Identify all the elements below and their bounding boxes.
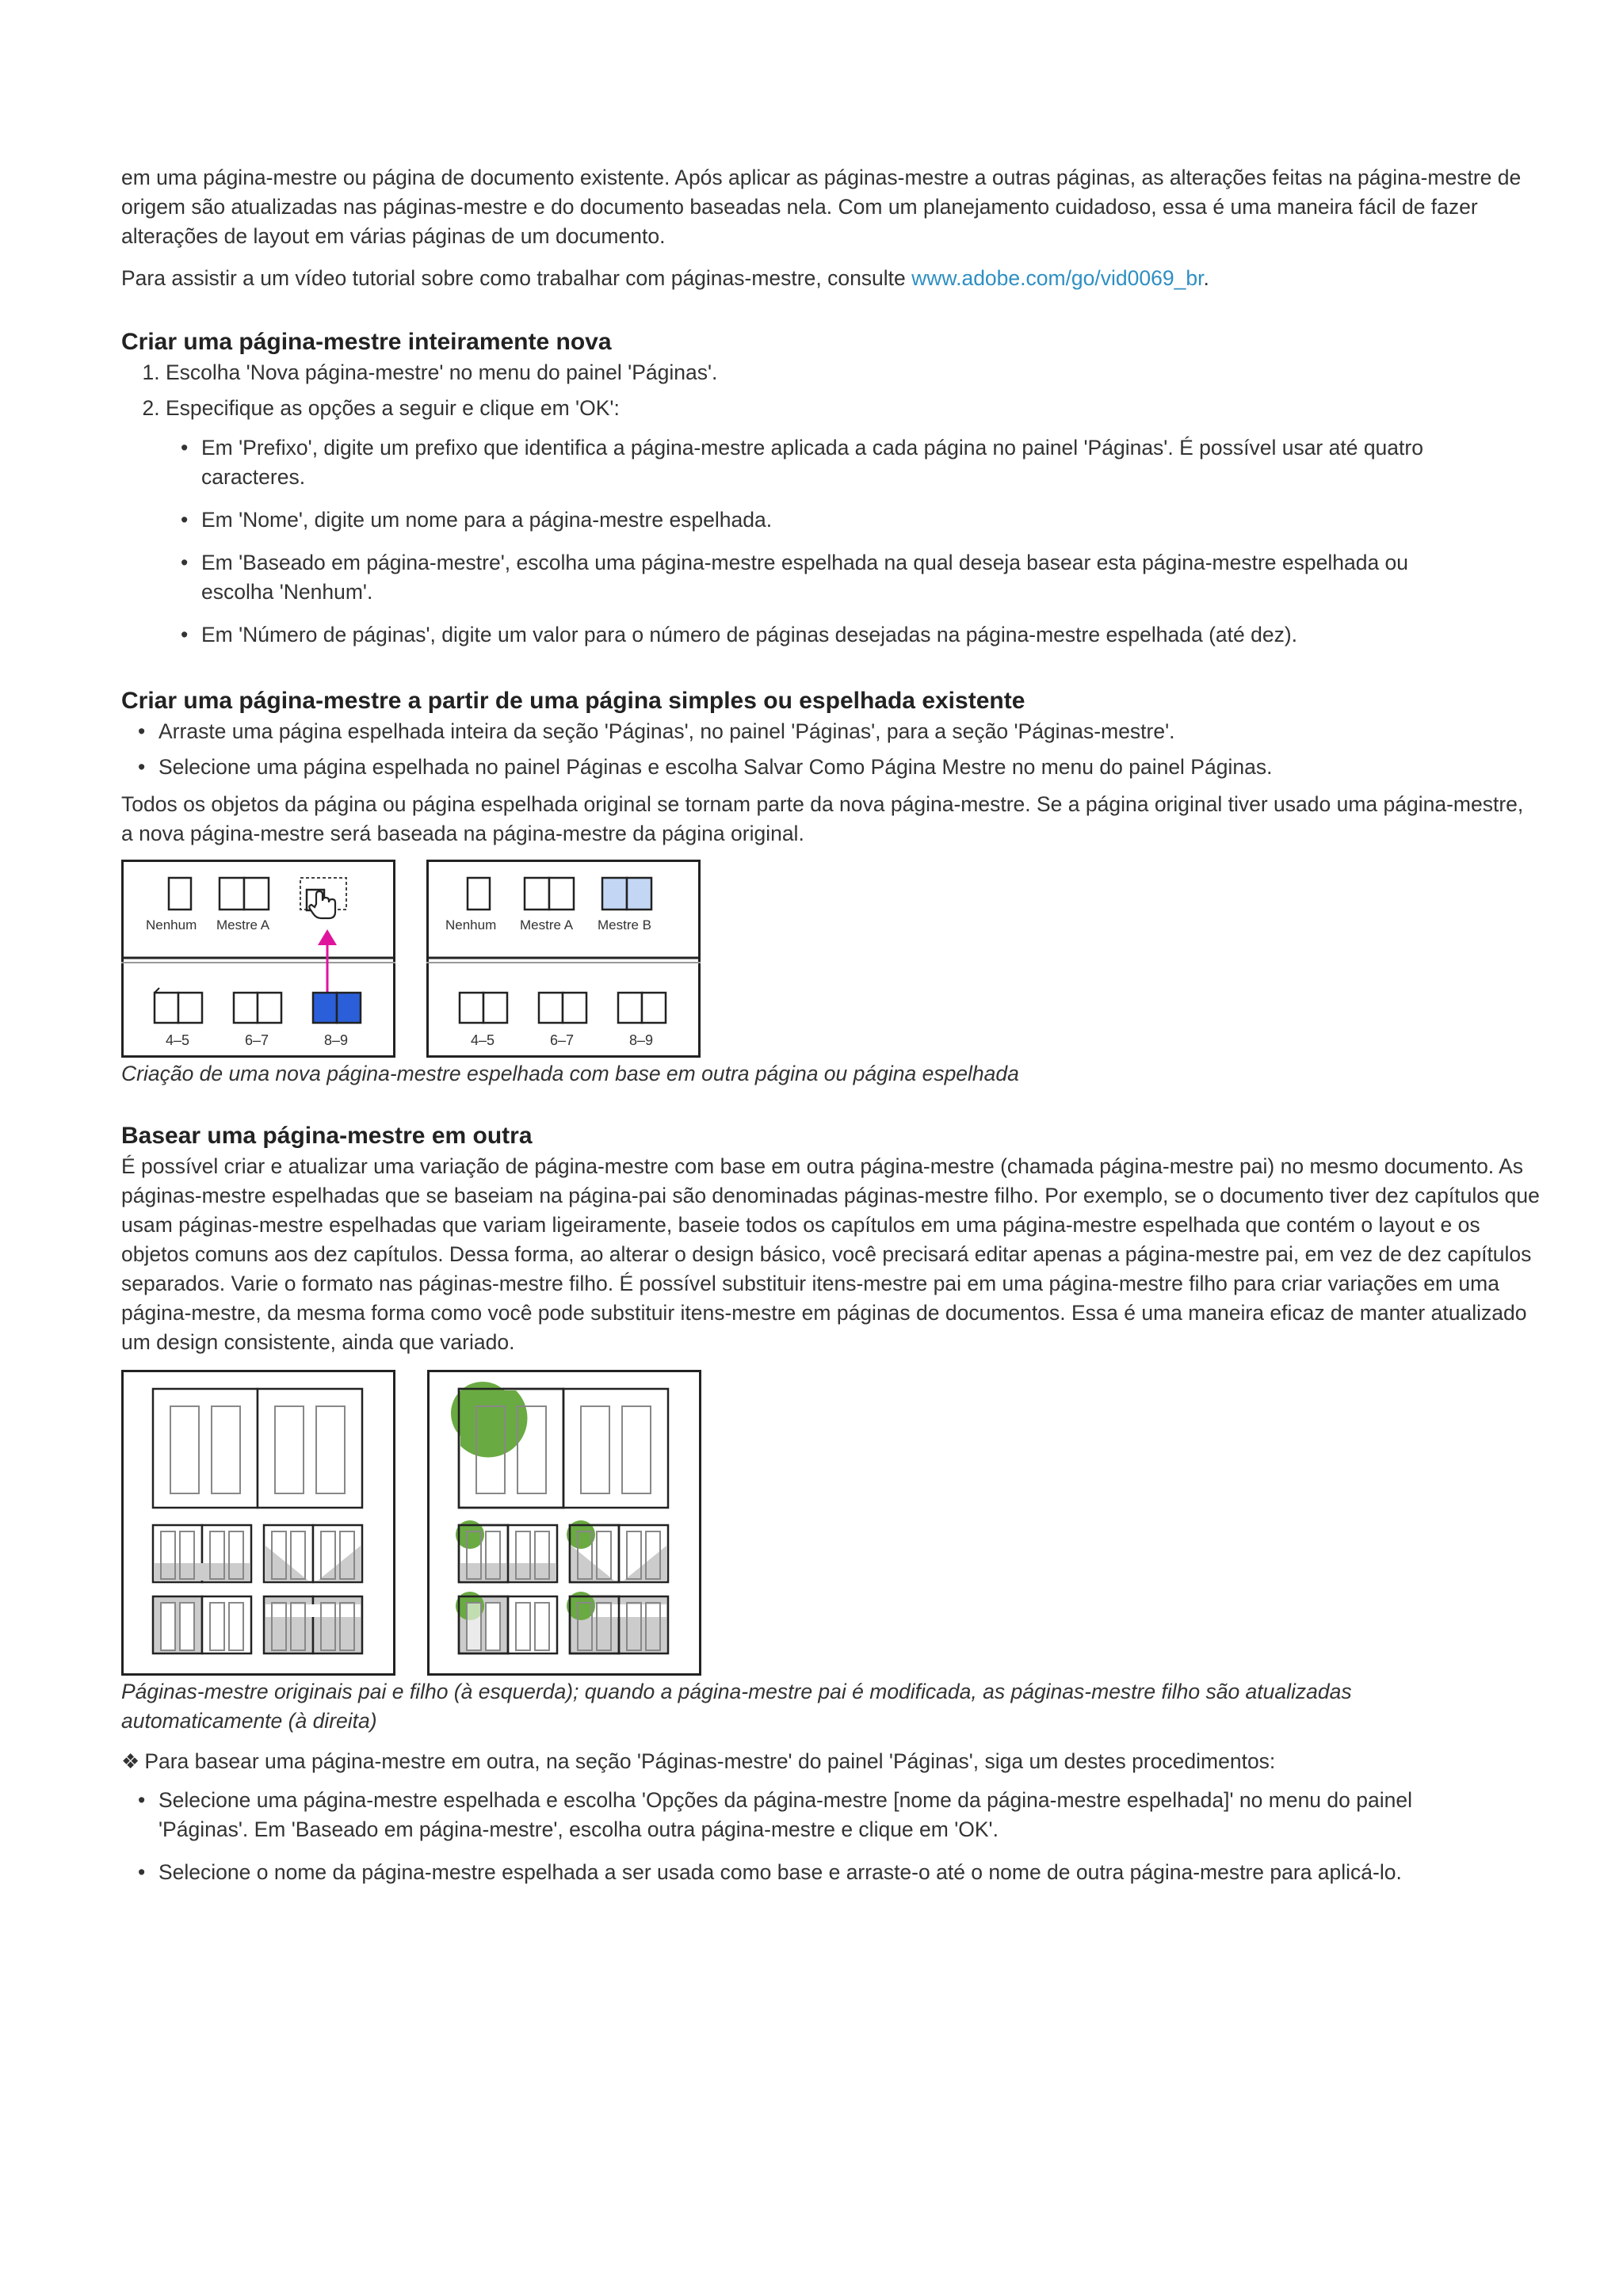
child-master-3: [456, 1592, 557, 1653]
child-master-1: [153, 1525, 251, 1582]
procedure-intro: [121, 1747, 1540, 1776]
master-a-right-thumb[interactable]: [549, 878, 574, 910]
parent-child-paragraph: É possível criar e atualizar uma variação de página-mestre com base em outra página-mestre (chamada página-mestre pai) no mesmo documento. As páginas-mestre espelhadas que se baseiam na página-pai são denominadas páginas-mestre filho. Por exemplo, se o documento tiver dez capítulos que usam páginas-mestre espelhadas que variam ligeiramente, baseie todos os capítulos em uma página-mestre espelhada que contém o layout e os objetos comuns aos dez capítulos. Dessa forma, ao alterar o design básico, você precisará editar apenas a página-mestre pai, em vez de dez capítulos separados. Varie o formato nas páginas-mestre filho. É possível substituir itens-mestre pai em uma página-mestre filho para criar variações em uma página-mestre, da mesma forma como você pode substituir itens-mestre em páginas de documentos. Essa é uma maneira eficaz de manter atualizado um design consistente, ainda que variado.: [121, 1154, 1540, 1354]
child-master-4: [264, 1596, 362, 1653]
master-b-right-thumb[interactable]: [627, 878, 651, 910]
parent-master-right: [258, 1389, 362, 1508]
figure-new-master-from-spread: [121, 860, 1540, 1058]
page-spread-4-5[interactable]: [460, 993, 507, 1023]
child-master-1: [456, 1520, 557, 1582]
master-none-thumb[interactable]: [169, 878, 191, 910]
master-label-b: Mestre B: [598, 917, 652, 933]
video-tutorial-link[interactable]: www.adobe.com/go/vid0069_br: [911, 266, 1204, 290]
procedure-item: • Selecione o nome da página-mestre espelhada a ser usada como base e arraste-o até o nome de outra página-mestre para aplicá-lo.: [158, 1858, 1419, 1887]
pages-panel-after: [426, 860, 701, 1058]
section-heading-new-master: Criar uma página-mestre inteiramente nova: [121, 329, 612, 355]
objects-paragraph: Todos os objetos da página ou página espelhada original se tornam parte da nova página-mestre. Se a página original tiver usado uma página-mestre, a nova página-mestre será baseada na página-mestre da página original.: [121, 792, 1524, 845]
child-master-2: [264, 1525, 362, 1582]
four-diamond-icon: ❖: [121, 1749, 140, 1773]
master-a-right-thumb[interactable]: [244, 878, 269, 910]
steps-list: [121, 358, 1540, 423]
video-tutorial-text: Para assistir a um vídeo tutorial sobre como trabalhar com páginas-mestre, consulte: [121, 266, 912, 290]
parent-master-right: [563, 1389, 668, 1508]
intro-paragraph: em uma página-mestre ou página de documento existente. Após aplicar as páginas-mestre a outras páginas, as alterações feitas na página-mestre de origem são atualizadas nas páginas-mestre e do documento baseadas nela. Com um planejamento cuidadoso, essa é uma maneira fácil de fazer alterações de layout em várias páginas de um documento.: [121, 166, 1522, 248]
masters-updated: [427, 1370, 701, 1676]
figure-caption: Criação de uma nova página-mestre espelhada com base em outra página ou página espelhada: [121, 1062, 1019, 1085]
section-heading-from-existing: Criar uma página-mestre a partir de uma página simples ou espelhada existente: [121, 688, 1025, 714]
option-item: • Em 'Baseado em página-mestre', escolha uma página-mestre espelhada na qual deseja basear esta página-mestre espelhada ou escolha 'Nenhum'.: [201, 548, 1461, 607]
procedure-intro-text: Para basear uma página-mestre em outra, na seção 'Páginas-mestre' do painel 'Páginas', siga um destes procedimentos:: [144, 1749, 1276, 1773]
page-spread-4-5[interactable]: [155, 988, 202, 1023]
option-item: • Em 'Prefixo', digite um prefixo que identifica a página-mestre aplicada a cada página no painel 'Páginas'. É possível usar até quatro caracteres.: [201, 433, 1461, 492]
option-item: • Em 'Nome', digite um nome para a página-mestre espelhada.: [201, 505, 1501, 535]
section-heading-based-on-another: Basear uma página-mestre em outra: [121, 1123, 533, 1149]
procedure-list: [121, 1786, 1540, 1887]
page-label: 8–9: [324, 1032, 349, 1048]
master-a-left-thumb[interactable]: [220, 878, 244, 910]
page-label: 8–9: [629, 1032, 654, 1048]
video-tutorial-paragraph: [121, 264, 1540, 293]
page-spread-8-9[interactable]: [618, 993, 666, 1023]
child-master-4: [567, 1592, 668, 1653]
page-label: 6–7: [550, 1032, 575, 1048]
master-label-none: Nenhum: [445, 917, 497, 933]
options-list: [121, 433, 1505, 650]
figure-parent-child-masters: [121, 1370, 1540, 1676]
document-page: [121, 163, 1540, 1901]
page-spread-6-7[interactable]: [234, 993, 281, 1023]
page-spread-8-9-selected[interactable]: [313, 993, 361, 1023]
master-label-a: Mestre A: [520, 917, 574, 933]
bullet-item: • Arraste uma página espelhada inteira da seção 'Páginas', no painel 'Páginas', para a seção 'Páginas-mestre'.: [158, 717, 1540, 746]
page-label: 4–5: [166, 1032, 190, 1048]
step-item: 2. Especifique as opções a seguir e clique em 'OK':: [166, 394, 1540, 423]
video-tutorial-period: .: [1203, 266, 1209, 290]
bullet-item: • Selecione uma página espelhada no painel Páginas e escolha Salvar Como Página Mestre no menu do painel Páginas.: [158, 753, 1540, 782]
option-item: • Em 'Número de páginas', digite um valor para o número de páginas desejadas na página-mestre espelhada (até dez).: [201, 620, 1501, 650]
figure-caption-parent-child: Páginas-mestre originais pai e filho (à esquerda); quando a página-mestre pai é modificada, as páginas-mestre filho são atualizadas automaticamente (à direita): [121, 1680, 1352, 1733]
masters-original: [121, 1370, 395, 1676]
master-label-a: Mestre A: [216, 917, 270, 933]
procedure-item: • Selecione uma página-mestre espelhada e escolha 'Opções da página-mestre [nome da página-mestre espelhada]' no menu do painel 'Páginas'. Em 'Baseado em página-mestre', escolha outra página-mestre e clique em 'OK'.: [158, 1786, 1419, 1844]
master-a-left-thumb[interactable]: [525, 878, 549, 910]
child-master-2: [567, 1520, 668, 1582]
from-existing-list: [121, 717, 1540, 782]
master-none-thumb[interactable]: [468, 878, 490, 910]
parent-master-left: [153, 1389, 258, 1508]
pages-panel-before: [121, 860, 395, 1058]
page-label: 4–5: [471, 1032, 495, 1048]
page-spread-6-7[interactable]: [539, 993, 586, 1023]
master-b-left-thumb[interactable]: [602, 878, 627, 910]
step-item: 1. Escolha 'Nova página-mestre' no menu do painel 'Páginas'.: [166, 358, 1540, 387]
master-label-none: Nenhum: [146, 917, 197, 933]
child-master-3: [153, 1596, 251, 1653]
page-label: 6–7: [245, 1032, 269, 1048]
